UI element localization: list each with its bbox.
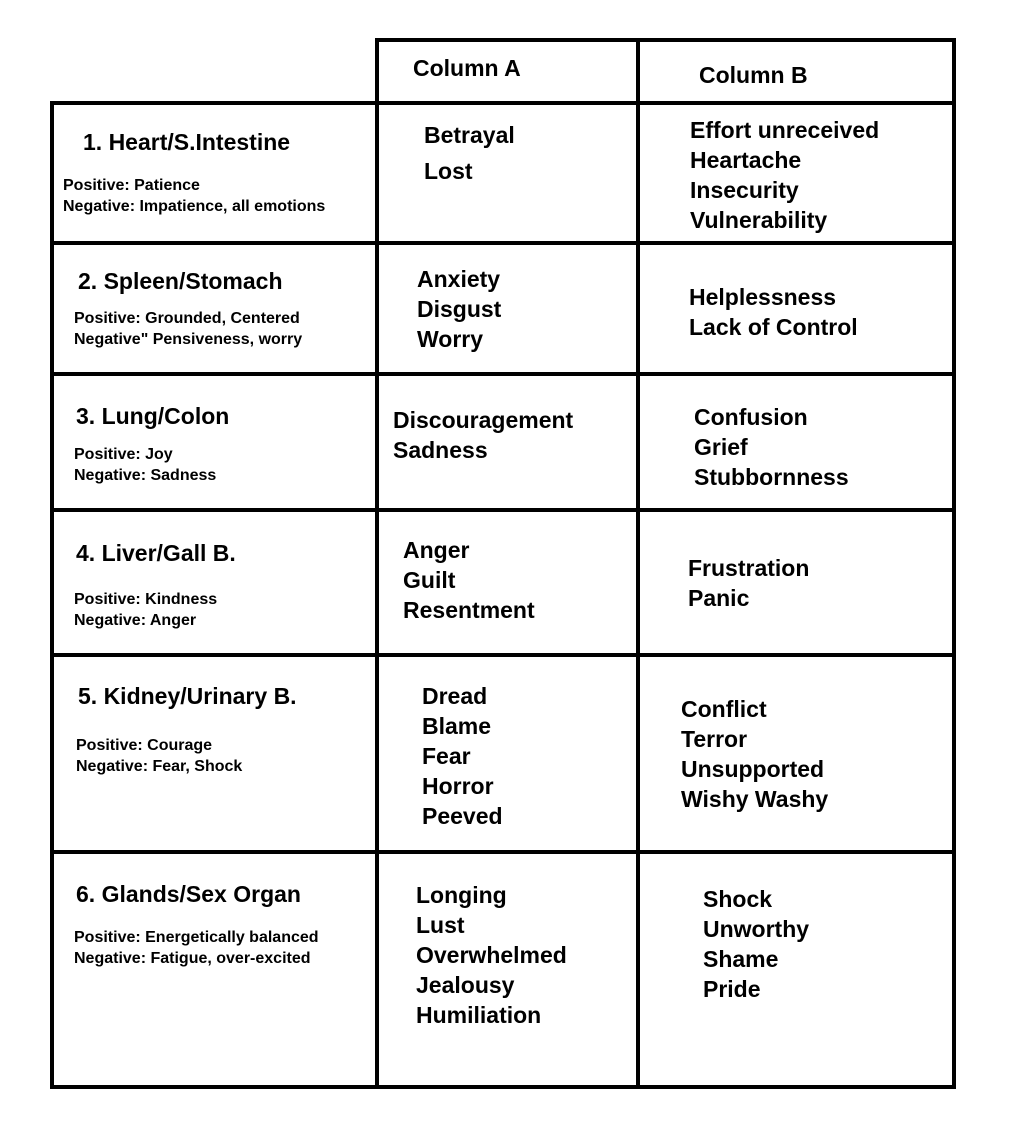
row-4-organ-title: 4. Liver/Gall B. <box>76 540 236 566</box>
list-item: Anxiety <box>417 266 501 292</box>
list-item: Anger <box>403 537 470 563</box>
list-item: Discouragement <box>393 407 574 433</box>
list-item: Worry <box>417 326 484 352</box>
row-2-positive-text: Positive: Grounded, Centered <box>74 310 300 327</box>
row-1-positive <box>63 175 325 217</box>
list-item: Panic <box>688 585 750 611</box>
row-6-positive <box>74 927 319 969</box>
column-a-header: Column A <box>413 55 521 81</box>
row-1-organ-title: 1. Heart/S.Intestine <box>83 129 291 155</box>
row-4-column-a-list <box>403 535 535 625</box>
row-divider-3 <box>50 508 956 512</box>
row-3-organ-title: 3. Lung/Colon <box>76 403 230 429</box>
list-item: Peeved <box>422 803 503 829</box>
list-item: Betrayal <box>424 122 515 148</box>
row-6-negative-text: Negative: Fatigue, over-excited <box>74 950 311 967</box>
list-item: Dread <box>422 683 488 709</box>
list-item: Horror <box>422 773 494 799</box>
list-item: Overwhelmed <box>416 942 567 968</box>
row-2-negative-text: Negative" Pensiveness, worry <box>74 331 303 348</box>
list-item: Effort unreceived <box>690 117 880 143</box>
row-3-column-b-list <box>694 402 849 492</box>
row-3-column-a-list <box>393 405 573 465</box>
list-item: Longing <box>416 882 507 908</box>
list-item: Jealousy <box>416 972 515 998</box>
column-b-header: Column B <box>699 62 808 88</box>
table-border-top-header <box>376 38 956 42</box>
row-3-positive-text: Positive: Joy <box>74 446 173 463</box>
list-item: Helplessness <box>689 284 837 310</box>
list-item: Shame <box>703 946 779 972</box>
list-item: Heartache <box>690 147 802 173</box>
list-item: Grief <box>694 434 748 460</box>
list-item: Lust <box>416 912 465 938</box>
column-divider-a <box>375 38 379 1089</box>
list-item: Resentment <box>403 597 535 623</box>
list-item: Lack of Control <box>689 314 858 340</box>
list-item: Humiliation <box>416 1002 542 1028</box>
list-item: Pride <box>703 976 761 1002</box>
list-item: Lost <box>424 158 473 184</box>
row-6-organ-title: 6. Glands/Sex Organ <box>76 881 301 907</box>
row-4-positive-text: Positive: Kindness <box>74 591 218 608</box>
list-item: Frustration <box>688 555 810 581</box>
row-1-column-a-list <box>424 117 515 189</box>
list-item: Insecurity <box>690 177 799 203</box>
list-item: Conflict <box>681 696 767 722</box>
list-item: Fear <box>422 743 471 769</box>
row-2-column-a-list <box>417 264 501 354</box>
list-item: Blame <box>422 713 492 739</box>
list-item: Shock <box>703 886 773 912</box>
list-item: Unworthy <box>703 916 810 942</box>
row-2-organ-title: 2. Spleen/Stomach <box>78 268 283 294</box>
list-item: Guilt <box>403 567 456 593</box>
row-5-negative-text: Negative: Fear, Shock <box>76 758 243 775</box>
row-1-negative-text: Negative: Impatience, all emotions <box>63 198 326 215</box>
row-divider-1 <box>50 241 956 245</box>
row-2-column-b-list <box>689 282 858 342</box>
list-item: Wishy Washy <box>681 786 829 812</box>
list-item: Unsupported <box>681 756 825 782</box>
row-6-column-b-list <box>703 884 809 1004</box>
table-border-bottom <box>50 1085 956 1089</box>
list-item: Stubbornness <box>694 464 849 490</box>
row-divider-5 <box>50 850 956 854</box>
row-5-column-a-list <box>422 681 503 831</box>
row-5-positive-text: Positive: Courage <box>76 737 213 754</box>
column-divider-b <box>636 38 640 1089</box>
list-item: Vulnerability <box>690 207 828 233</box>
row-1-column-b-list <box>690 115 879 235</box>
list-item: Terror <box>681 726 748 752</box>
table-border-left <box>50 101 54 1089</box>
row-divider-2 <box>50 372 956 376</box>
row-4-positive <box>74 589 217 631</box>
row-1-positive-text: Positive: Patience <box>63 177 200 194</box>
row-6-column-a-list <box>416 880 567 1030</box>
table-border-right <box>952 38 956 1089</box>
row-5-column-b-list <box>681 694 828 814</box>
row-5-organ-title: 5. Kidney/Urinary B. <box>78 683 297 709</box>
row-6-positive-text: Positive: Energetically balanced <box>74 929 319 946</box>
list-item: Confusion <box>694 404 808 430</box>
row-divider-4 <box>50 653 956 657</box>
list-item: Sadness <box>393 437 488 463</box>
table-border-top-body <box>50 101 956 105</box>
list-item: Disgust <box>417 296 502 322</box>
row-4-negative-text: Negative: Anger <box>74 612 197 629</box>
row-3-positive <box>74 444 216 486</box>
row-4-column-b-list <box>688 553 809 613</box>
row-5-positive <box>76 735 242 777</box>
row-3-negative-text: Negative: Sadness <box>74 467 217 484</box>
row-2-positive <box>74 308 302 350</box>
